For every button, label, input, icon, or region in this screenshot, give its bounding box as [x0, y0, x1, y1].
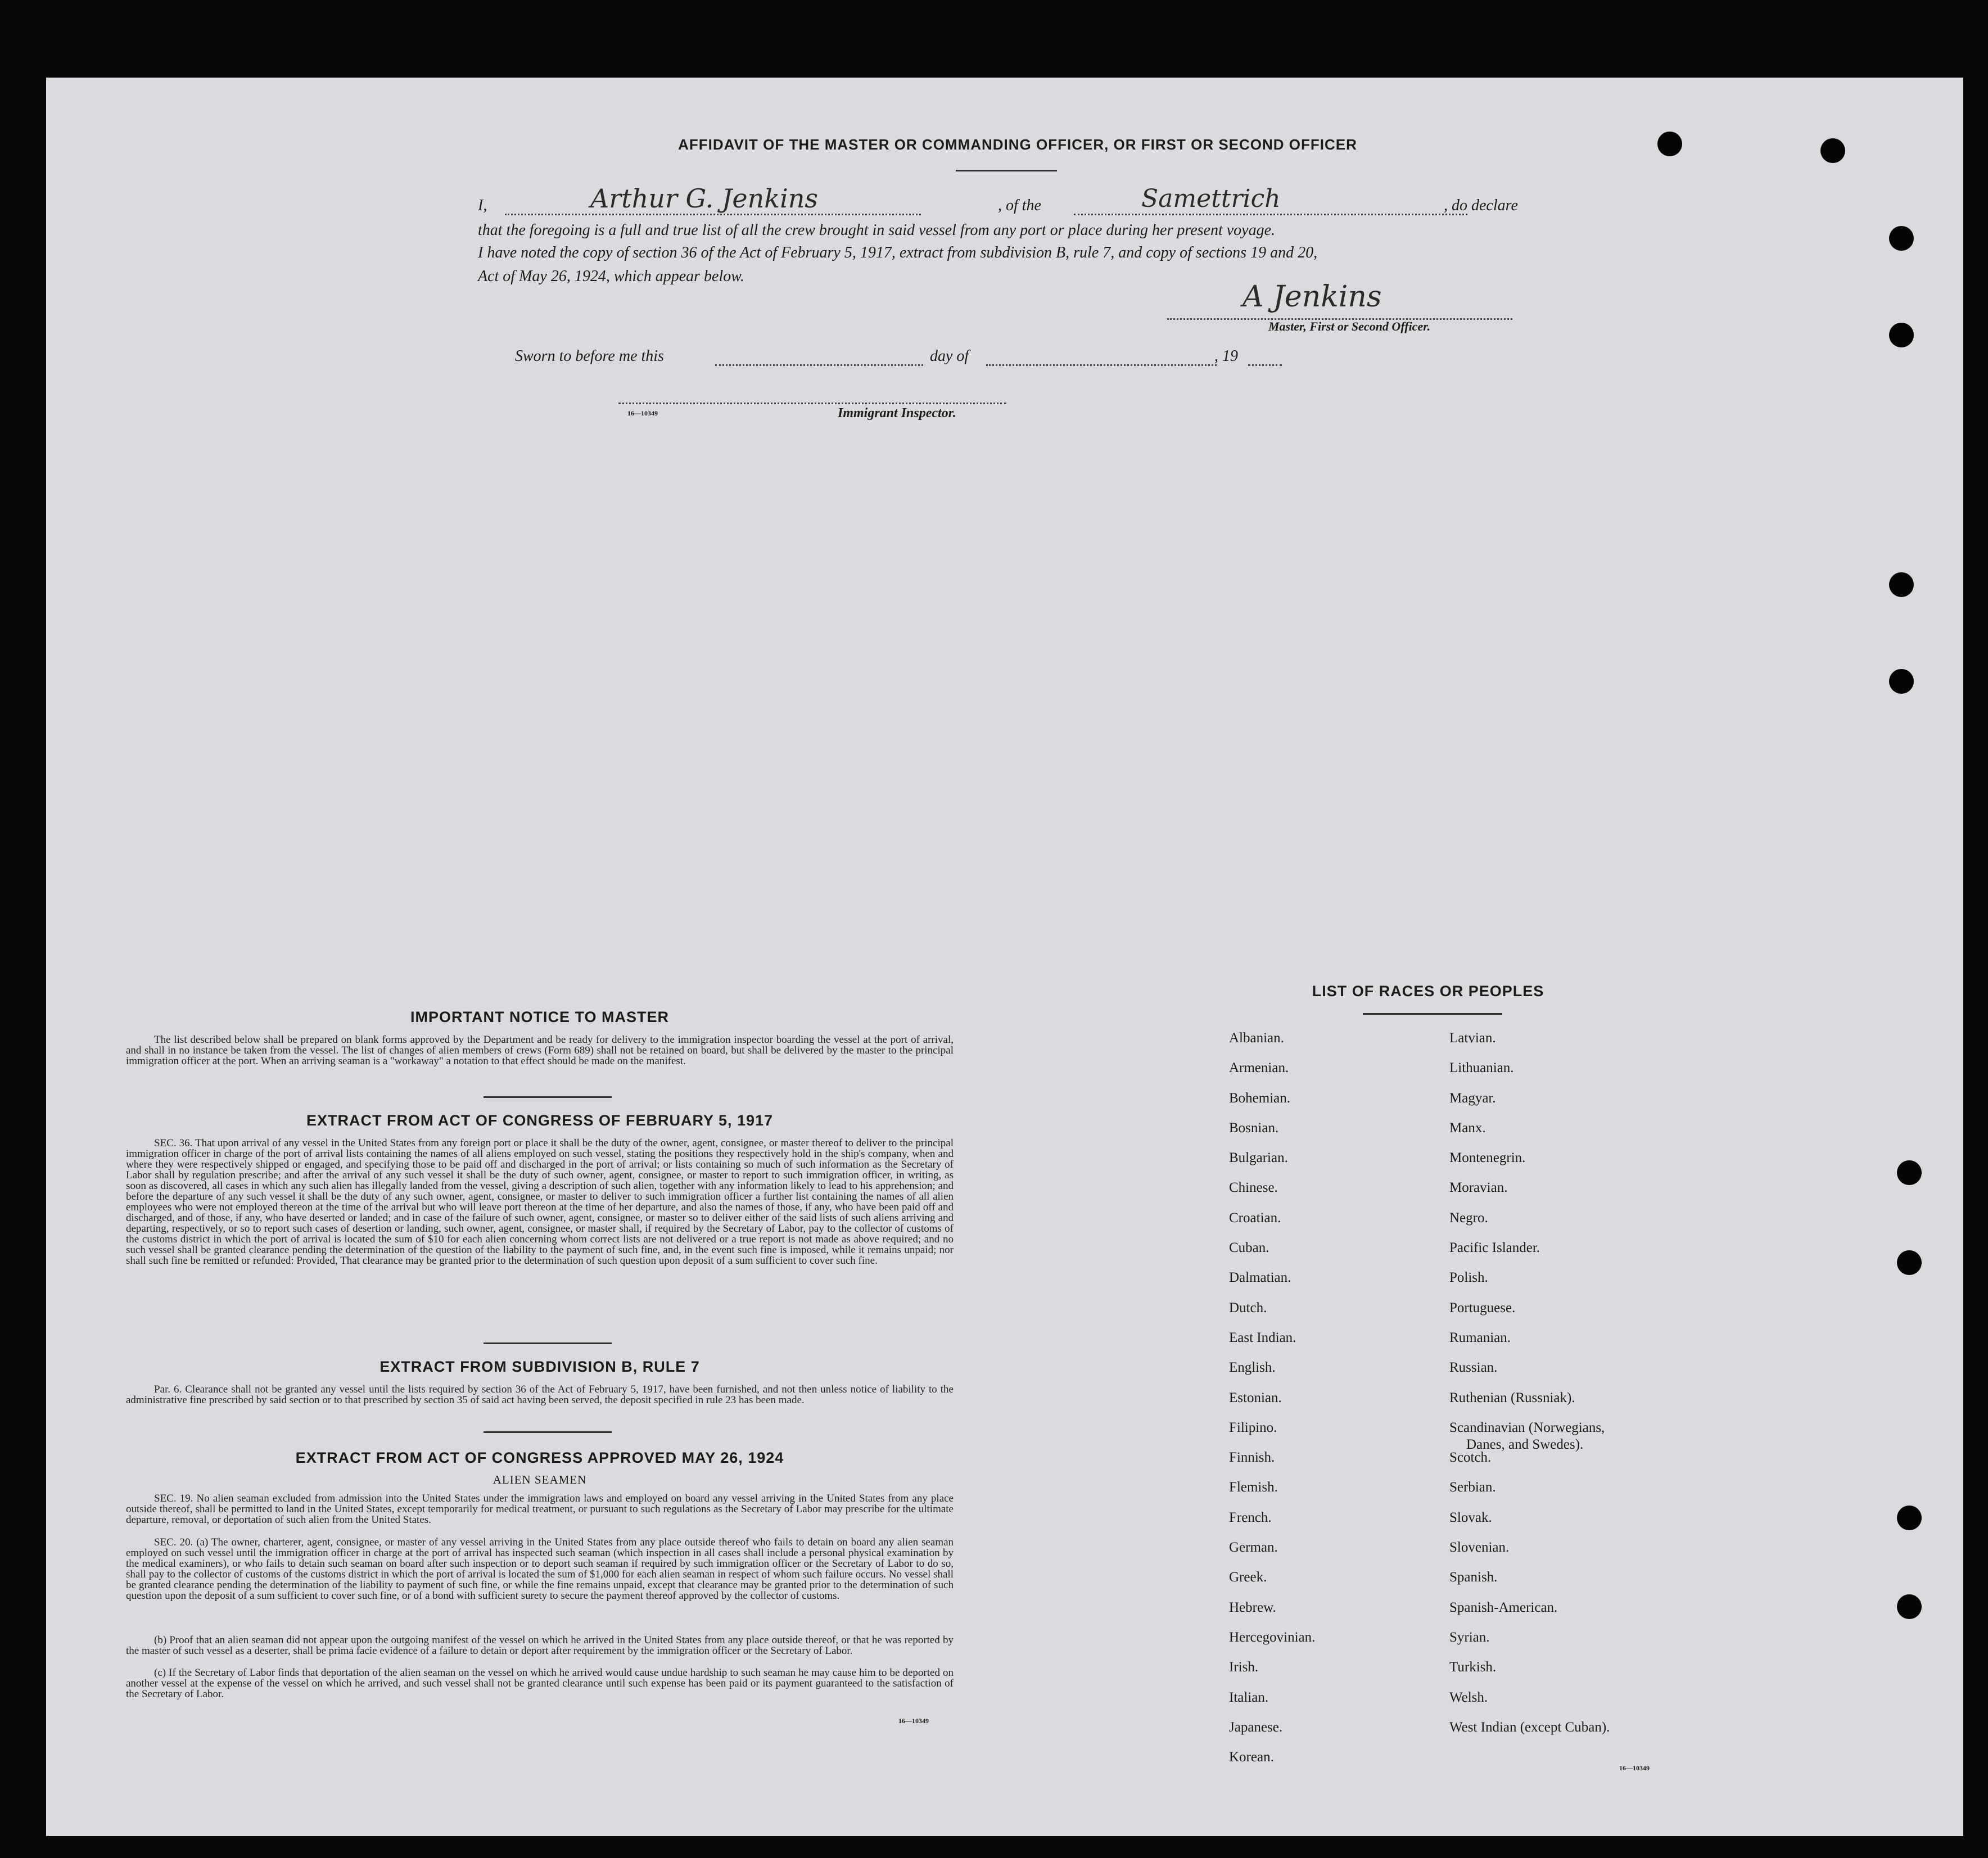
race-item: Flemish. — [1229, 1480, 1278, 1495]
title-underline — [956, 170, 1057, 171]
race-item: Chinese. — [1229, 1180, 1278, 1196]
sworn-month-line — [986, 364, 1217, 366]
vessel-field-line — [1074, 214, 1467, 215]
race-item: Greek. — [1229, 1570, 1267, 1585]
race-item: Magyar. — [1449, 1090, 1496, 1106]
punch-hole — [1820, 138, 1845, 163]
extract-1917-body: SEC. 36. That upon arrival of any vessel in the United States from any foreign port or place it shall be the duty of the owner, agent, consignee, or master thereof to deliver to the principal immigration officer in charge of the port of arrival lists containing the names of all aliens employed on such vessel, stating the positions they respectively hold in the ship's company, when and where they were respectively shipped or engaged, and specifying those to be paid off and discharged in the port of arrival; or lists containing so much of such information as the Secretary of Labor shall by regulation prescribe; and after the arrival of any such vessel it shall be the duty of such owner, agent, consignee, or master to report to such immigration officer, in writing, as soon as discovered, all cases in which any such alien has illegally landed from the vessel, giving a description of such alien, together with any information likely to lead to his apprehension; and before the departure of any such vessel it shall be the duty of any such owner, agent, consignee, or master to deliver to such immigration officer a further list containing the names of all alien employees who were not employed thereon at the time of the arrival but who will leave port thereon at the time of her departure, and also the names of those, if any, who have been paid off and discharged, and of those, if any, who have deserted or landed; and in case of the failure of such owner, agent, consignee, or master so to deliver either of the said lists of such aliens arriving and departing, respectively, or so to report such cases of desertion or landing, such owner, agent, consignee, or master shall, if required by the Secretary of Labor, pay to the collector of customs of the customs district in which the port of arrival is located the sum of $10 for each alien concerning whom correct lists are not delivered or a true report is not made as above required; and no such vessel shall be granted clearance pending the determination of the question of the liability to the payment of such fine, and, in the event such fine is imposed, while it remains unpaid; nor shall such fine be remitted or refunded: Provided, That clearance may be granted prior to the determination of such question upon deposit of a sum sufficient to cover such fine. — [126, 1137, 954, 1267]
form-number: 16—10349 — [898, 1717, 929, 1725]
race-item: Armenian. — [1229, 1060, 1289, 1076]
race-item: Filipino. — [1229, 1420, 1277, 1435]
race-item: West Indian (except Cuban). — [1449, 1719, 1610, 1735]
race-item: Slovak. — [1449, 1509, 1492, 1525]
race-item: Danes, and Swedes). — [1466, 1436, 1584, 1452]
race-item: Dutch. — [1229, 1300, 1267, 1315]
inspector-signature-line — [618, 403, 1006, 404]
extract-1924-subtitle: ALIEN SEAMEN — [493, 1473, 587, 1486]
notice-title: IMPORTANT NOTICE TO MASTER — [410, 1009, 669, 1025]
year-label: , 19 — [1214, 347, 1238, 365]
race-item: Turkish. — [1449, 1660, 1497, 1675]
sec20c-text: (c) If the Secretary of Labor finds that deportation of the alien seaman on the vessel on which he arrived would cause undue hardship to such seaman he may cause him to be deported on another vessel at the expense of the vessel on which he arrived, and such vessel shall not be granted clearance until such expense has been paid or its payment guaranteed to the satisfaction of the Secretary of Labor. — [126, 1667, 954, 1700]
officer-signature: A Jenkins — [1242, 280, 1382, 314]
race-item: Bulgarian. — [1229, 1150, 1288, 1166]
declaration-line-1 — [478, 183, 1535, 214]
form-number: 16—10349 — [627, 409, 658, 417]
race-item: Ruthenian (Russniak). — [1449, 1390, 1575, 1405]
section-divider — [484, 1342, 612, 1344]
races-column-2 — [1449, 1030, 1686, 1749]
race-item: German. — [1229, 1540, 1278, 1556]
declaration-line-4: Act of May 26, 1924, which appear below. — [478, 268, 744, 285]
declaration-line-2: that the foregoing is a full and true list of all the crew brought in said vessel from any port or place during her present voyage. — [478, 221, 1276, 239]
race-item: Bohemian. — [1229, 1090, 1291, 1106]
race-item: Russian. — [1449, 1360, 1498, 1376]
extract-1917-title: EXTRACT FROM ACT OF CONGRESS OF FEBRUARY 5, 1917 — [306, 1112, 774, 1129]
races-title-underline — [1363, 1013, 1502, 1015]
race-item: Hebrew. — [1229, 1599, 1276, 1615]
section-divider — [484, 1431, 612, 1433]
do-declare-label: , do declare — [1444, 197, 1518, 214]
punch-hole — [1889, 323, 1914, 347]
day-of-label: day of — [930, 347, 969, 365]
race-item: Scandinavian (Norwegians, — [1449, 1420, 1605, 1435]
race-item: Portuguese. — [1449, 1300, 1516, 1315]
punch-hole — [1897, 1160, 1922, 1185]
punch-hole — [1897, 1594, 1922, 1619]
affidavit-title: AFFIDAVIT OF THE MASTER OR COMMANDING OFFICER, OR FIRST OR SECOND OFFICER — [678, 136, 1357, 153]
race-item: English. — [1229, 1360, 1276, 1376]
sec19-text: SEC. 19. No alien seaman excluded from admission into the United States under the immigration laws and employed on board any vessel arriving in the United States from any place outside thereof, shall be permitted to land in the United States, except temporarily for medical treatment, or pursuant to such regulations as the Secretary of Labor may prescribe for the ultimate departure, removal, or deportation of such alien from the United States. — [126, 1493, 954, 1526]
sworn-label: Sworn to before me this — [515, 347, 664, 365]
punch-hole — [1889, 572, 1914, 597]
i-label: I, — [478, 197, 487, 214]
race-item: Scotch. — [1449, 1450, 1492, 1466]
race-item: Japanese. — [1229, 1719, 1283, 1735]
notice-body: The list described below shall be prepared on blank forms approved by the Department and be ready for delivery to the immigration inspector boarding the vessel at the port of arrival, and shall in no instance be taken from the vessel. The list of changes of alien members of crews (Form 689) shall not be retained on board, but shall be delivered by the master to the principal immigration officer at the port. When an arriving seaman is a "workaway" a notation to that effect should be made on the manifest. — [126, 1034, 954, 1067]
race-item: Montenegrin. — [1449, 1150, 1526, 1166]
race-item: Moravian. — [1449, 1180, 1508, 1196]
form-number: 16—10349 — [1619, 1764, 1650, 1772]
vessel-name: Samettrich — [1141, 184, 1281, 213]
punch-hole — [1897, 1506, 1922, 1530]
race-item: Rumanian. — [1449, 1330, 1511, 1345]
races-title: LIST OF RACES OR PEOPLES — [1312, 983, 1544, 1000]
punch-hole — [1897, 1250, 1922, 1275]
declaration-line-3: I have noted the copy of section 36 of the Act of February 5, 1917, extract from subdivision B, rule 7, and copy of sections 19 and 20, — [478, 244, 1318, 261]
declarant-name: Arthur G. Jenkins — [590, 183, 819, 214]
race-item: Negro. — [1449, 1210, 1488, 1226]
race-item: Syrian. — [1449, 1629, 1490, 1645]
race-item: Italian. — [1229, 1689, 1269, 1705]
race-item: Polish. — [1449, 1270, 1488, 1286]
section-divider — [484, 1096, 612, 1098]
signature-caption: Master, First or Second Officer. — [1268, 319, 1431, 333]
race-item: Korean. — [1229, 1749, 1274, 1765]
race-item: Hercegovinian. — [1229, 1629, 1316, 1645]
race-item: Slovenian. — [1449, 1540, 1510, 1556]
race-item: Serbian. — [1449, 1480, 1496, 1495]
race-item: Estonian. — [1229, 1390, 1282, 1405]
race-item: Albanian. — [1229, 1030, 1284, 1046]
sec20b-text: (b) Proof that an alien seaman did not appear upon the outgoing manifest of the vessel on which he arrived in the United States from any place outside thereof, or that he was reported by the master of such vessel as a deserter, shall be prima facie evidence of a failure to detain or deport after requirement by the immigration officer or the Secretary of Labor. — [126, 1634, 954, 1657]
inspector-caption: Immigrant Inspector. — [838, 406, 956, 421]
race-item: Spanish. — [1449, 1570, 1498, 1585]
race-item: French. — [1229, 1509, 1272, 1525]
sworn-day-line — [715, 364, 923, 366]
punch-hole — [1889, 669, 1914, 694]
race-item: Bosnian. — [1229, 1120, 1279, 1136]
rule7-title: EXTRACT FROM SUBDIVISION B, RULE 7 — [379, 1358, 700, 1375]
race-item: Croatian. — [1229, 1210, 1281, 1226]
sec20a-text: SEC. 20. (a) The owner, charterer, agent, consignee, or master of any vessel arriving in the United States from any place outside thereof who fails to detain on board any alien seaman employed on such vessel until the immigration officer in charge at the port of arrival has inspected such seaman (which inspection in all cases shall include a personal physical examination by the medical examiners), or who fails to detain such seaman on board after such inspection or to deport such seaman if required by such immigration officer or the Secretary of Labor to do so, shall pay to the collector of customs of the customs district in which the port of arrival is located the sum of $1,000 for each alien seaman in respect of whom such failure occurs. No vessel shall be granted clearance pending the determination of the liability to payment of such fine, or while the fine remains unpaid, except that clearance may be granted prior to the determination of such question upon the deposit of a sum sufficient to cover such fine, or of a bond with sufficient surety to secure the payment thereof approved by the collector of customs. — [126, 1536, 954, 1602]
sworn-year-line — [1248, 364, 1282, 366]
race-item: Lithuanian. — [1449, 1060, 1514, 1076]
of-the-label: , of the — [998, 197, 1041, 214]
rule7-body: Par. 6. Clearance shall not be granted any vessel until the lists required by section 36 of the Act of February 5, 1917, have been furnished, and not then unless notice of liability to the administrative fine prescribed by said section or to that prescribed by section 35 of said act having been served, the deposit specified in rule 23 has been made. — [126, 1384, 954, 1406]
sworn-line — [515, 347, 1302, 368]
races-column-1 — [1229, 1030, 1431, 1779]
name-field-line — [505, 214, 921, 215]
extract-1924-title: EXTRACT FROM ACT OF CONGRESS APPROVED MAY 26, 1924 — [295, 1449, 784, 1466]
race-item: Finnish. — [1229, 1450, 1275, 1466]
race-item: Cuban. — [1229, 1240, 1269, 1256]
race-item: Welsh. — [1449, 1689, 1488, 1705]
race-item: Spanish-American. — [1449, 1599, 1558, 1615]
punch-hole — [1889, 226, 1914, 251]
race-item: Latvian. — [1449, 1030, 1496, 1046]
race-item: Pacific Islander. — [1449, 1240, 1540, 1256]
punch-hole — [1657, 132, 1682, 156]
race-item: Manx. — [1449, 1120, 1486, 1136]
race-item: Dalmatian. — [1229, 1270, 1291, 1286]
race-item: East Indian. — [1229, 1330, 1296, 1345]
race-item: Irish. — [1229, 1660, 1259, 1675]
